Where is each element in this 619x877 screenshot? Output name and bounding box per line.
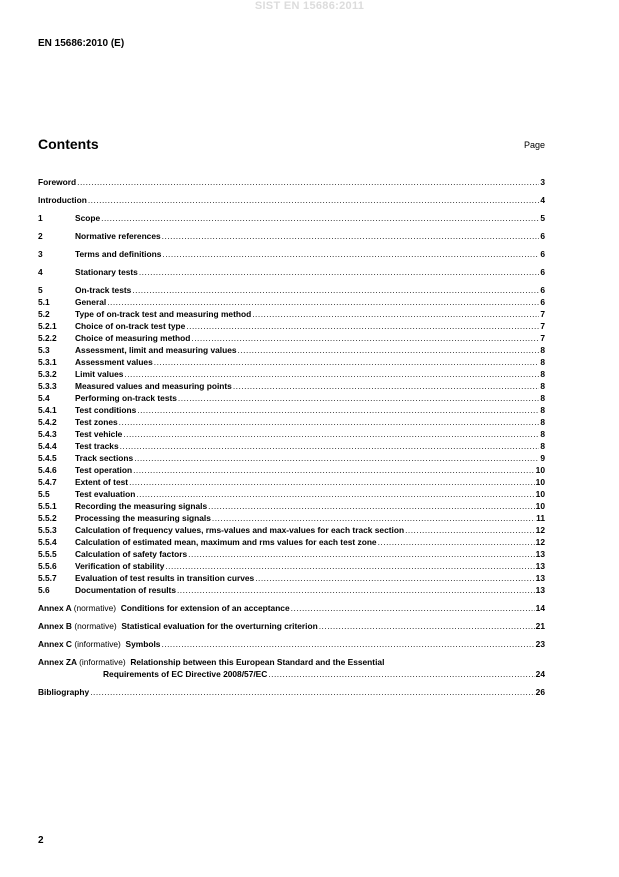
toc-entry-number: 5.3	[38, 345, 50, 355]
toc-entry[interactable]	[38, 428, 545, 440]
leader-dots	[77, 176, 539, 188]
toc-entry-number: 5.5.7	[38, 573, 57, 583]
toc-entry-page: 9	[540, 453, 545, 463]
leader-dots	[177, 584, 535, 596]
toc-entry-number: 5.5.3	[38, 525, 57, 535]
toc-entry-number: 5.2.2	[38, 333, 57, 343]
toc-entry[interactable]	[38, 524, 545, 536]
watermark: SIST EN 15686:2011	[254, 0, 365, 12]
toc-entry-annex-za-cont[interactable]	[38, 668, 545, 680]
toc-entry[interactable]	[38, 572, 545, 584]
toc-entry-page: 10	[535, 477, 545, 487]
page-column-label: Page	[523, 140, 545, 150]
toc-entry-title: General	[75, 297, 107, 307]
toc-entry-number: 1	[38, 213, 43, 223]
toc-entry-title	[38, 602, 290, 614]
annex-title: Symbols	[125, 639, 161, 649]
toc-entry-title	[38, 656, 384, 668]
toc-entry[interactable]	[38, 536, 545, 548]
toc-entry-page: 21	[535, 621, 545, 631]
toc-entry-page: 8	[540, 441, 545, 451]
leader-dots	[233, 380, 539, 392]
leader-dots	[134, 452, 539, 464]
toc-entry[interactable]	[38, 266, 545, 278]
toc-entry-foreword[interactable]	[38, 176, 545, 188]
toc-entry[interactable]	[38, 308, 545, 320]
toc-entry[interactable]	[38, 320, 545, 332]
leader-dots	[133, 464, 535, 476]
table-of-contents	[38, 176, 545, 698]
toc-entry-title: Test operation	[75, 465, 133, 475]
toc-entry[interactable]	[38, 356, 545, 368]
toc-entry-page: 12	[535, 537, 545, 547]
toc-entry[interactable]	[38, 380, 545, 392]
leader-dots	[123, 428, 539, 440]
toc-entry-page: 7	[540, 333, 545, 343]
toc-entry-number: 5.6	[38, 585, 50, 595]
toc-entry-title: Measured values and measuring points	[75, 381, 232, 391]
toc-entry-title: Extent of test	[75, 477, 129, 487]
toc-entry-number: 5.3.1	[38, 357, 57, 367]
toc-entry-title: Calculation of safety factors	[75, 549, 188, 559]
toc-entry-number: 5.5.4	[38, 537, 57, 547]
leader-dots	[161, 638, 534, 650]
toc-entry-title: Test tracks	[75, 441, 119, 451]
toc-entry-number: 5.3.2	[38, 369, 57, 379]
toc-entry-page: 10	[535, 489, 545, 499]
toc-entry-number: 5.5.5	[38, 549, 57, 559]
leader-dots	[191, 332, 539, 344]
leader-dots	[137, 404, 539, 416]
toc-entry-page: 24	[535, 669, 545, 679]
toc-entry-title: Limit values	[75, 369, 124, 379]
toc-entry[interactable]	[38, 230, 545, 242]
toc-entry-title: Terms and definitions	[75, 249, 162, 259]
toc-entry[interactable]	[38, 512, 545, 524]
toc-entry-page: 10	[535, 501, 545, 511]
leader-dots	[188, 548, 535, 560]
leader-dots	[90, 686, 534, 698]
toc-entry[interactable]	[38, 548, 545, 560]
toc-entry-number: 5.4.2	[38, 417, 57, 427]
annex-kind: (informative)	[74, 639, 121, 649]
toc-entry-title	[38, 620, 318, 632]
annex-title-continued: Requirements of EC Directive 2008/57/EC	[103, 669, 268, 679]
toc-entry[interactable]	[38, 452, 545, 464]
toc-entry-annex-c[interactable]	[38, 638, 545, 650]
toc-entry-title: Documentation of results	[75, 585, 176, 595]
toc-entry-title: Stationary tests	[75, 267, 138, 277]
toc-entry-title: Verification of stability	[75, 561, 165, 571]
toc-entry[interactable]	[38, 464, 545, 476]
toc-entry-page: 13	[535, 573, 545, 583]
toc-entry-title: Processing the measuring signals	[75, 513, 211, 523]
toc-entry[interactable]	[38, 440, 545, 452]
toc-entry-page: 8	[540, 357, 545, 367]
toc-entry-number: 5.3.3	[38, 381, 57, 391]
toc-entry[interactable]	[38, 248, 545, 260]
toc-entry-number: 5.5.1	[38, 501, 57, 511]
toc-entry-page: 8	[540, 417, 545, 427]
toc-entry[interactable]	[38, 368, 545, 380]
toc-entry[interactable]	[38, 476, 545, 488]
leader-dots	[124, 368, 539, 380]
toc-entry-page: 8	[540, 369, 545, 379]
leader-dots	[178, 392, 539, 404]
toc-entry-title: Assessment, limit and measuring values	[75, 345, 237, 355]
leader-dots	[139, 266, 539, 278]
leader-dots	[132, 284, 539, 296]
page-title: Contents	[38, 136, 99, 152]
toc-entry-number: 5.4.7	[38, 477, 57, 487]
leader-dots	[120, 440, 540, 452]
toc-entry[interactable]	[38, 560, 545, 572]
toc-entry-page: 6	[540, 249, 545, 259]
toc-entry-title: Bibliography	[38, 687, 90, 697]
toc-entry[interactable]	[38, 404, 545, 416]
toc-entry-title: Choice of on-track test type	[75, 321, 186, 331]
toc-entry-page: 8	[540, 393, 545, 403]
leader-dots	[107, 296, 539, 308]
toc-entry-page: 13	[535, 561, 545, 571]
toc-entry-page: 26	[535, 687, 545, 697]
leader-dots	[255, 572, 534, 584]
leader-dots	[208, 500, 535, 512]
toc-entry-introduction[interactable]	[38, 194, 545, 206]
annex-label: Annex A	[38, 603, 72, 613]
toc-entry-page: 13	[535, 585, 545, 595]
toc-entry-title: Normative references	[75, 231, 161, 241]
toc-entry-number: 5.4	[38, 393, 50, 403]
toc-entry-page: 3	[540, 177, 545, 187]
toc-entry-page: 13	[535, 549, 545, 559]
toc-entry-title: Scope	[75, 213, 101, 223]
toc-entry-number: 5.5.2	[38, 513, 57, 523]
toc-entry-number: 2	[38, 231, 43, 241]
annex-label: Annex ZA	[38, 657, 77, 667]
toc-entry[interactable]	[38, 344, 545, 356]
toc-entry-page: 7	[540, 321, 545, 331]
annex-label: Annex B	[38, 621, 72, 631]
toc-entry-page: 11	[536, 513, 545, 523]
leader-dots	[154, 356, 540, 368]
toc-entry-page: 6	[540, 297, 545, 307]
leader-dots	[186, 320, 539, 332]
toc-entry-title: Test zones	[75, 417, 118, 427]
toc-entry[interactable]	[38, 332, 545, 344]
toc-entry[interactable]	[38, 392, 545, 404]
toc-entry[interactable]	[38, 584, 545, 596]
leader-dots	[238, 344, 540, 356]
toc-entry-page: 6	[540, 285, 545, 295]
toc-entry-title: Calculation of estimated mean, maximum and rms values for each test zone	[75, 537, 377, 547]
toc-entry-page: 14	[535, 603, 545, 613]
leader-dots	[101, 212, 539, 224]
toc-entry-bibliography[interactable]	[38, 686, 545, 698]
leader-dots	[129, 476, 535, 488]
toc-entry-title: Introduction	[38, 195, 87, 205]
toc-entry-number: 5	[38, 285, 43, 295]
leader-dots	[136, 488, 534, 500]
toc-entry[interactable]	[38, 488, 545, 500]
annex-label: Annex C	[38, 639, 72, 649]
leader-dots	[165, 560, 534, 572]
toc-entry-title: Recording the measuring signals	[75, 501, 208, 511]
toc-entry-page: 23	[535, 639, 545, 649]
toc-entry-page: 8	[540, 381, 545, 391]
toc-entry-annex-za[interactable]	[38, 656, 545, 668]
toc-entry-title	[38, 638, 160, 650]
leader-dots	[162, 248, 539, 260]
toc-entry-title: Test conditions	[75, 405, 137, 415]
leader-dots	[162, 230, 540, 242]
annex-title: Relationship between this European Standard and the Essential	[130, 657, 385, 667]
leader-dots	[405, 524, 535, 536]
annex-title: Conditions for extension of an acceptance	[120, 603, 290, 613]
toc-entry-number: 5.4.6	[38, 465, 57, 475]
leader-dots	[291, 602, 535, 614]
annex-kind: (normative)	[73, 603, 117, 613]
toc-entry[interactable]	[38, 284, 545, 296]
toc-entry-annex-b[interactable]	[38, 620, 545, 632]
toc-entry[interactable]	[38, 500, 545, 512]
leader-dots	[378, 536, 535, 548]
toc-entry-title: Test evaluation	[75, 489, 136, 499]
page-number: 2	[38, 835, 44, 846]
leader-dots	[212, 512, 535, 524]
toc-entry-page: 8	[540, 429, 545, 439]
annex-title: Statistical evaluation for the overturning criterion	[121, 621, 318, 631]
toc-entry-page: 8	[540, 405, 545, 415]
leader-dots	[319, 620, 535, 632]
document-id: EN 15686:2010 (E)	[38, 38, 125, 49]
toc-entry-number: 5.1	[38, 297, 50, 307]
toc-entry[interactable]	[38, 416, 545, 428]
toc-entry-annex-a[interactable]	[38, 602, 545, 614]
toc-entry-title: Calculation of frequency values, rms-values and max-values for each track section	[75, 525, 405, 535]
toc-entry-title: Evaluation of test results in transition curves	[75, 573, 255, 583]
toc-entry-page: 5	[540, 213, 545, 223]
toc-entry-title: Assessment values	[75, 357, 153, 367]
toc-entry-number: 5.5	[38, 489, 50, 499]
toc-entry-page: 7	[540, 309, 545, 319]
toc-entry[interactable]	[38, 296, 545, 308]
toc-entry-page: 10	[535, 465, 545, 475]
toc-entry-number: 4	[38, 267, 43, 277]
annex-kind: (normative)	[74, 621, 117, 631]
toc-entry-number: 5.2	[38, 309, 50, 319]
annex-kind: (informative)	[79, 657, 126, 667]
toc-entry-number: 5.4.5	[38, 453, 57, 463]
toc-entry[interactable]	[38, 212, 545, 224]
toc-entry-number: 5.4.1	[38, 405, 57, 415]
toc-entry-title: Foreword	[38, 177, 77, 187]
toc-entry-page: 4	[540, 195, 545, 205]
leader-dots	[268, 668, 534, 680]
toc-entry-number: 5.4.4	[38, 441, 57, 451]
toc-entry-page: 6	[540, 231, 545, 241]
toc-entry-title: Type of on-track test and measuring method	[75, 309, 252, 319]
toc-entry-title: On-track tests	[75, 285, 132, 295]
toc-entry-title: Performing on-track tests	[75, 393, 177, 403]
toc-entry-page: 6	[540, 267, 545, 277]
leader-dots	[88, 194, 539, 206]
toc-entry-number: 5.4.3	[38, 429, 57, 439]
toc-entry-title: Choice of measuring method	[75, 333, 191, 343]
toc-entry-number: 5.2.1	[38, 321, 57, 331]
leader-dots	[252, 308, 539, 320]
toc-entry-page: 8	[540, 345, 545, 355]
leader-dots	[119, 416, 540, 428]
toc-entry-page: 12	[535, 525, 545, 535]
toc-entry-number: 5.5.6	[38, 561, 57, 571]
toc-entry-title: Test vehicle	[75, 429, 123, 439]
toc-entry-title: Track sections	[75, 453, 134, 463]
toc-entry-number: 3	[38, 249, 43, 259]
